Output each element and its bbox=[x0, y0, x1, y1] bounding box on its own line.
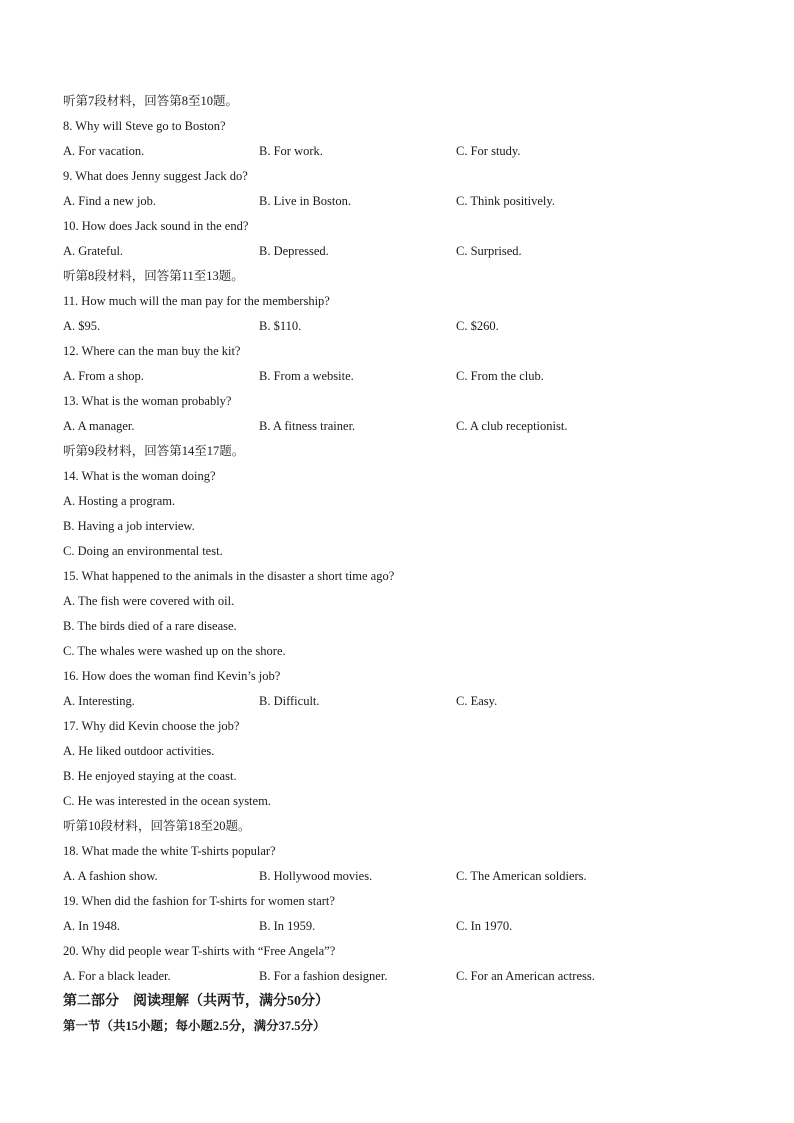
answer-options-row bbox=[63, 914, 743, 939]
question-text: 18. What made the white T-shirts popular? bbox=[63, 844, 276, 858]
answer-option-a: A. A fashion show. bbox=[63, 869, 158, 883]
listening-section-heading: 听第8段材料，回答第11至13题。 bbox=[63, 269, 244, 283]
answer-option-c: C. Surprised. bbox=[456, 244, 522, 258]
question-text: 12. Where can the man buy the kit? bbox=[63, 344, 241, 358]
answer-option-b: B. Difficult. bbox=[259, 694, 320, 708]
question-text: 8. Why will Steve go to Boston? bbox=[63, 119, 226, 133]
answer-option-b: B. For work. bbox=[259, 144, 323, 158]
answer-option: C. Doing an environmental test. bbox=[63, 544, 223, 558]
question-text: 14. What is the woman doing? bbox=[63, 469, 216, 483]
question-text: 15. What happened to the animals in the disaster a short time ago? bbox=[63, 569, 395, 583]
answer-option-a: A. $95. bbox=[63, 319, 101, 333]
answer-option-b: B. A fitness trainer. bbox=[259, 419, 356, 433]
question-text: 16. How does the woman find Kevin’s job? bbox=[63, 669, 281, 683]
answer-option-b: B. From a website. bbox=[259, 369, 354, 383]
answer-option-c: C. From the club. bbox=[456, 369, 544, 383]
answer-option-a: A. In 1948. bbox=[63, 919, 120, 933]
answer-option: A. He liked outdoor activities. bbox=[63, 744, 215, 758]
listening-section-heading: 听第10段材料，回答第18至20题。 bbox=[63, 819, 251, 833]
answer-options-row bbox=[63, 364, 743, 389]
answer-options-row bbox=[63, 964, 743, 989]
answer-options-row bbox=[63, 239, 743, 264]
answer-option-b: B. Depressed. bbox=[259, 244, 329, 258]
answer-option-a: A. Interesting. bbox=[63, 694, 135, 708]
answer-option-c: C. For an American actress. bbox=[456, 969, 595, 983]
answer-options-row bbox=[63, 414, 743, 439]
answer-option-c: C. A club receptionist. bbox=[456, 419, 568, 433]
part-title: 第二部分 阅读理解（共两节，满分50分） bbox=[63, 994, 329, 1009]
answer-option-b: B. Hollywood movies. bbox=[259, 869, 373, 883]
question-text: 9. What does Jenny suggest Jack do? bbox=[63, 169, 248, 183]
question-text: 11. How much will the man pay for the membership? bbox=[63, 294, 330, 308]
answer-option-c: C. $260. bbox=[456, 319, 499, 333]
answer-option-b: B. In 1959. bbox=[259, 919, 316, 933]
answer-option-a: A. A manager. bbox=[63, 419, 135, 433]
answer-option: C. The whales were washed up on the shore. bbox=[63, 644, 286, 658]
answer-options-row bbox=[63, 314, 743, 339]
answer-option-c: C. Easy. bbox=[456, 694, 498, 708]
question-text: 20. Why did people wear T-shirts with “Free Angela”? bbox=[63, 944, 336, 958]
answer-options-row bbox=[63, 864, 743, 889]
answer-option-b: B. $110. bbox=[259, 319, 302, 333]
answer-option-c: C. In 1970. bbox=[456, 919, 513, 933]
question-text: 10. How does Jack sound in the end? bbox=[63, 219, 249, 233]
answer-option-c: C. The American soldiers. bbox=[456, 869, 587, 883]
answer-option-a: A. Find a new job. bbox=[63, 194, 157, 208]
answer-options-row bbox=[63, 139, 743, 164]
answer-options-row bbox=[63, 189, 743, 214]
exam-page-content bbox=[63, 89, 743, 1039]
answer-option-b: B. Live in Boston. bbox=[259, 194, 352, 208]
answer-option: B. He enjoyed staying at the coast. bbox=[63, 769, 237, 783]
question-text: 19. When did the fashion for T-shirts for women start? bbox=[63, 894, 335, 908]
question-text: 13. What is the woman probably? bbox=[63, 394, 232, 408]
answer-option: A. The fish were covered with oil. bbox=[63, 594, 235, 608]
answer-option-c: C. Think positively. bbox=[456, 194, 555, 208]
answer-option-a: A. For vacation. bbox=[63, 144, 145, 158]
answer-option: B. The birds died of a rare disease. bbox=[63, 619, 237, 633]
answer-option: B. Having a job interview. bbox=[63, 519, 195, 533]
answer-option: A. Hosting a program. bbox=[63, 494, 176, 508]
question-text: 17. Why did Kevin choose the job? bbox=[63, 719, 240, 733]
answer-options-row bbox=[63, 689, 743, 714]
section-subtitle: 第一节（共15小题；每小题2.5分，满分37.5分） bbox=[63, 1019, 326, 1033]
answer-option: C. He was interested in the ocean system. bbox=[63, 794, 271, 808]
answer-option-a: A. From a shop. bbox=[63, 369, 144, 383]
listening-section-heading: 听第7段材料，回答第8至10题。 bbox=[63, 94, 239, 108]
answer-option-b: B. For a fashion designer. bbox=[259, 969, 388, 983]
listening-section-heading: 听第9段材料，回答第14至17题。 bbox=[63, 444, 245, 458]
answer-option-a: A. For a black leader. bbox=[63, 969, 171, 983]
answer-option-c: C. For study. bbox=[456, 144, 521, 158]
answer-option-a: A. Grateful. bbox=[63, 244, 124, 258]
